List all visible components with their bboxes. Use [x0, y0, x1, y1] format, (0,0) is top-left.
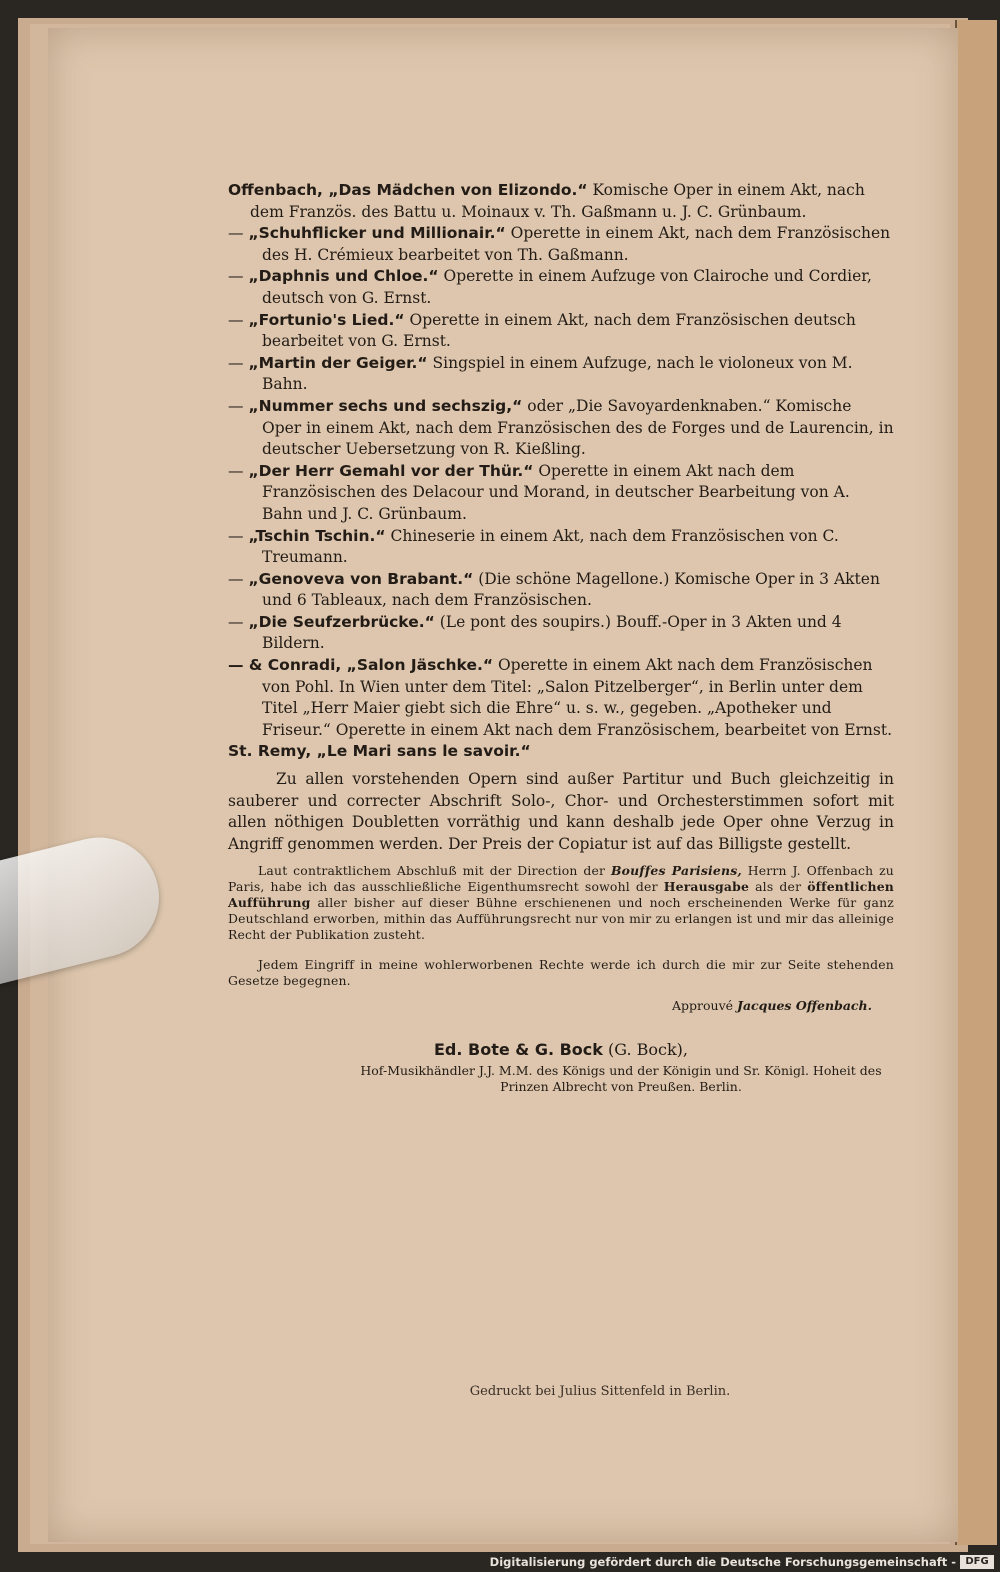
entry-title: „Schuhflicker und Millionair.“ [248, 224, 506, 243]
entry-title: „Martin der Geiger.“ [248, 353, 428, 372]
entry-prefix: — [228, 267, 249, 286]
repertoire-entry [228, 396, 894, 461]
page-content [228, 180, 894, 1095]
entry-description: Operette in einem Akt nach dem Französischen des Delacour und Morand, in deutscher Bearbeitung von A. Bahn und J. C. Grünbaum. [262, 461, 850, 523]
entry-title: „Das Mädchen von Elizondo.“ [328, 181, 588, 199]
repertoire-entry [228, 353, 894, 396]
entry-description: Operette in einem Akt, nach dem Französischen deutsch bearbeitet von G. Ernst. [262, 310, 856, 351]
entry-prefix: — [228, 353, 249, 372]
entry-description: oder „Die Savoyardenknaben.“ Komische Oper in einem Akt, nach dem Französischen des de Forges und de Laurencin, in deutscher Uebersetzung von R. Kießling. [262, 396, 894, 459]
contract-emphasis: Herausgabe [663, 879, 750, 895]
entry-description: (Die schöne Magellone.) Komische Oper in 3 Akten und 6 Tableaux, nach dem Französischen. [262, 569, 880, 610]
repertoire-entry [228, 461, 894, 526]
facing-page-edge [955, 20, 997, 1545]
publisher-suffix: (G. Bock), [602, 1040, 688, 1059]
entry-prefix: — [228, 461, 249, 480]
contract-text: aller bisher auf dieser Bühne erschienenen und noch erscheinenden Werke für ganz Deutschland erworben, mithin das Aufführungsrecht nur von mir zu erlangen ist und mir das alleinige Recht der Publikation zusteht. [228, 895, 894, 943]
publisher-line [228, 1039, 894, 1061]
repertoire-entry [228, 741, 894, 763]
repertoire-entry [228, 223, 894, 266]
repertoire-entry [228, 266, 894, 309]
entry-prefix: — [228, 396, 249, 415]
repertoire-list [228, 180, 894, 763]
entry-prefix: — [228, 224, 249, 243]
entry-description: Operette in einem Aufzuge von Clairoche und Cordier, deutsch von G. Ernst. [262, 267, 872, 307]
entry-description: Operette in einem Akt, nach dem Französischen des H. Crémieux bearbeitet von Th. Gaßmann. [262, 224, 891, 264]
repertoire-entry [228, 180, 894, 223]
repertoire-entry [228, 310, 894, 353]
notice-paragraph: Zu allen vorstehenden Opern sind außer Partitur und Buch gleichzeitig in sauberer und correcter Abschrift Solo-, Chor- und Orchesterstimmen sofort mit allen nöthigen Doubletten vorräthig und kann deshalb jede Oper ohne Verzug in Angriff genommen werden. Der Preis der Copiatur ist auf das Billigste gestellt. [228, 770, 894, 853]
entry-prefix: — [228, 526, 249, 545]
repertoire-entry [228, 612, 894, 655]
entry-prefix: — [228, 612, 249, 631]
entry-prefix: — [228, 569, 249, 588]
dfg-logo: DFG [960, 1555, 994, 1569]
entry-title: „Tschin Tschin.“ [248, 526, 386, 545]
footer-credit: Digitalisierung gefördert durch die Deutsche Forschungsgemeinschaft - [489, 1555, 956, 1569]
entry-title: „Fortunio's Lied.“ [248, 310, 405, 329]
entry-prefix: St. Remy, [228, 742, 317, 761]
entry-title: „Salon Jäschke.“ [346, 656, 494, 675]
entry-prefix: Offenbach, [228, 181, 329, 199]
contract-text: als der [749, 879, 808, 895]
approval-line [228, 995, 894, 1017]
warning-paragraph: Jedem Eingriff in meine wohlerworbenen Rechte werde ich durch die mir zur Seite stehenden Gesetze begegnen. [228, 957, 894, 989]
approval-label: Approuvé [672, 998, 738, 1014]
approval-signature: Jacques Offenbach. [737, 998, 872, 1014]
entry-description: Chineserie in einem Akt, nach dem Französischen von C. Treumann. [262, 526, 839, 567]
entry-title: „Daphnis und Chloe.“ [248, 267, 439, 286]
contract-theatre: Bouffes Parisiens, [610, 863, 742, 879]
entry-prefix: — [228, 310, 249, 329]
contract-text: Laut contraktlichem Abschluß mit der Direction der [258, 863, 611, 879]
entry-title: „Der Herr Gemahl vor der Thür.“ [248, 461, 534, 480]
contract-paragraph [228, 863, 894, 943]
contract-text: Herrn J. Offenbach zu Paris, habe ich das ausschließliche Eigenthumsrecht sowohl der [228, 863, 894, 895]
printer-line: Gedruckt bei Julius Sittenfeld in Berlin. [469, 1384, 731, 1399]
entry-description: Komische Oper in einem Akt, nach dem Französ. des Battu u. Moinaux v. Th. Gaßmann u. J. C. Grünbaum. [250, 181, 865, 221]
repertoire-entry [228, 526, 894, 569]
entry-description: Operette in einem Akt nach dem Französischen von Pohl. In Wien unter dem Titel: „Salon Pitzelberger“, in Berlin unter dem Titel „Herr Maier giebt sich die Ehre“ u. s. w., gegeben. „Apotheker und Friseur.“ Operette in einem Akt nach dem Französischem, bearbeitet von Ernst. [262, 656, 893, 739]
publisher-title: Hof-Musikhändler J.J. M.M. des Königs und der Königin und Sr. Königl. Hoheit des Prinzen Albrecht von Preußen. Berlin. [360, 1062, 882, 1094]
entry-title: „Genoveva von Brabant.“ [248, 569, 474, 588]
footer-bar [0, 1552, 1000, 1572]
entry-prefix: — & Conradi, [228, 656, 347, 675]
entry-title: „Le Mari sans le savoir.“ [316, 742, 531, 761]
entry-title: „Die Seufzerbrücke.“ [248, 612, 435, 631]
contract-emphasis: öffentlichen Aufführung [228, 879, 894, 911]
entry-title: „Nummer sechs und sechszig,“ [248, 396, 523, 415]
repertoire-entry [228, 569, 894, 612]
entry-description: Singspiel in einem Aufzuge, nach le violoneux von M. Bahn. [262, 353, 853, 394]
publisher-firm: Ed. Bote & G. Bock [434, 1040, 603, 1059]
repertoire-entry [228, 655, 894, 741]
entry-description: (Le pont des soupirs.) Bouff.-Oper in 3 Akten und 4 Bildern. [262, 612, 842, 653]
